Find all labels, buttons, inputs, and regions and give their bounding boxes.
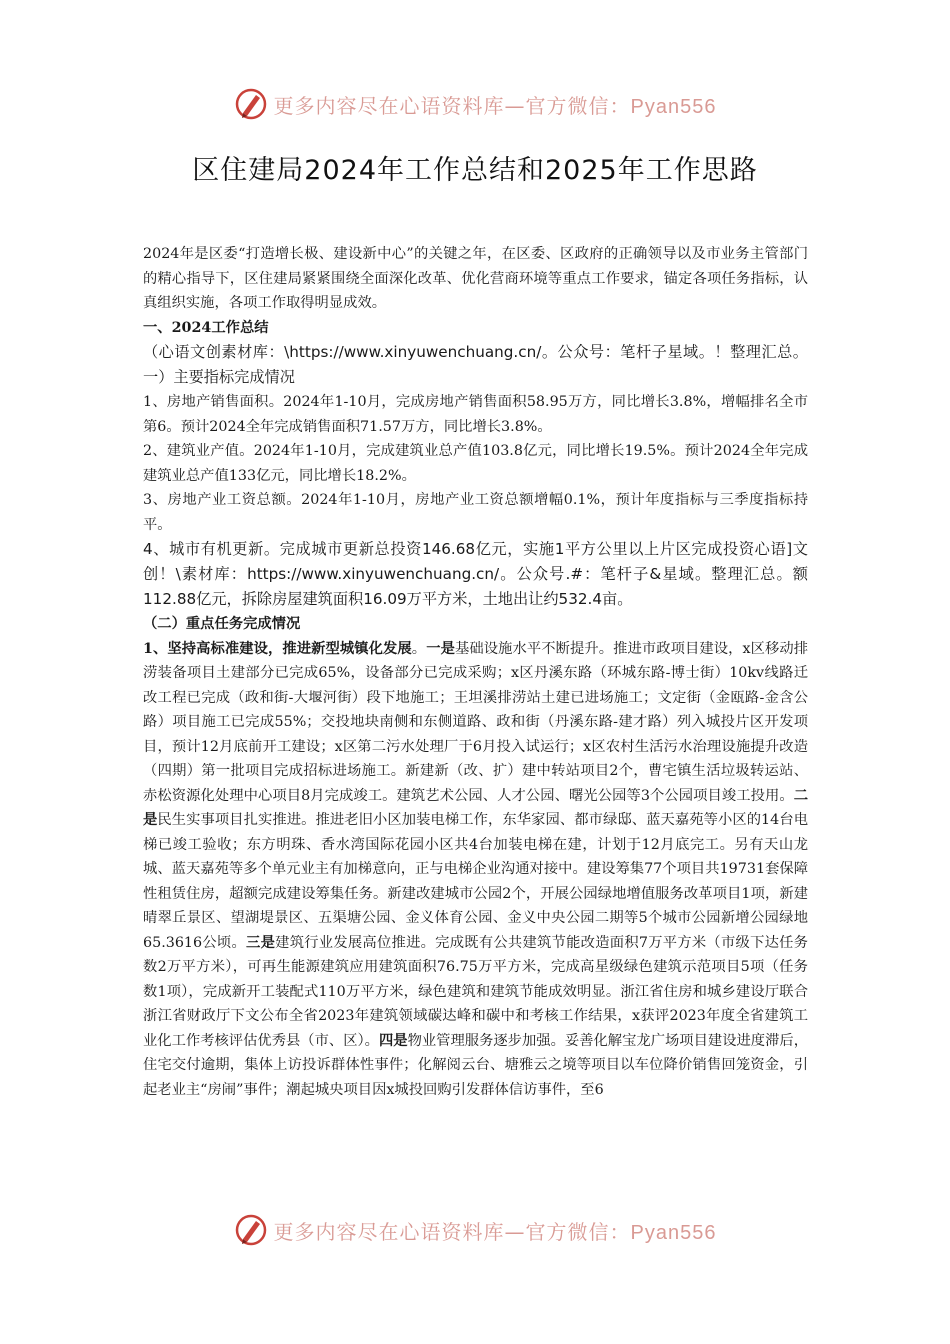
banner-text: 更多内容尽在心语资料库—官方微信：Pyan556 <box>273 93 717 118</box>
document-body <box>143 242 808 1102</box>
point-four-label: 四是 <box>378 1032 408 1049</box>
point-two-label: 二是 <box>143 787 809 828</box>
pen-logo-icon <box>234 1213 268 1247</box>
indicator-item-output: 2、建筑业产值。2024年1-10月，完成建筑业总产值103.8亿元，同比增长19.5%。预计2024全年完成建筑业总产值133亿元，同比增长18.2%。 <box>143 443 808 484</box>
header-banner <box>0 84 950 124</box>
banner-text: 更多内容尽在心语资料库—官方微信：Pyan556 <box>273 1219 717 1244</box>
task-lead: 1、坚持高标准建设，推进新型城镇化发展 <box>143 640 412 657</box>
point-one-label: 一是 <box>426 640 455 657</box>
indicator-item-renewal: 4、城市有机更新。完成城市更新总投资146.68亿元，实施1平方公里以上片区完成投资心语]文创！\素材库：https://www.xinyuwenchuang.cn/。公众号.#：笔杆子&星域。整理汇总。额112.88亿元，拆除房屋建筑面积16.09万平方米，土地出让约532.4亩。 <box>143 540 808 608</box>
footer-banner <box>0 1210 950 1250</box>
page-title: 区住建局2024年工作总结和2025年工作思路 <box>192 155 758 186</box>
point-three-label: 三是 <box>246 934 276 951</box>
point-four-text: 物业管理服务逐步加强。妥善化解宝龙广场项目建设进度滞后，住宅交付逾期，集体上访投诉群体性事件；化解阅云台、塘雅云之境等项目以车位降价销售回笼资金，引起老业主“房闹”事件；潮起城央项目因x城投回购引发群体信访事件，至6 <box>143 1032 808 1098</box>
point-three-text: 建筑行业发展高位推进。完成既有公共建筑节能改造面积7万平方米（市级下达任务数2万平方米），可再生能源建筑应用建筑面积76.75万平方米，完成高星级绿色建筑示范项目5项（任务数1项），完成新开工装配式110万平方米，绿色建筑和建筑节能成效明显。浙江省住房和城乡建设厅联合浙江省财政厅下文公布全省2023年建筑领域碳达峰和碳中和考核工作结果，x获评2023年度全省建筑工业化工作考核评估优秀县（市、区）。 <box>143 934 809 1049</box>
indicator-item-wages: 3、房地产业工资总额。2024年1-10月，房地产业工资总额增幅0.1%，预计年度指标与三季度指标持平。 <box>143 492 808 533</box>
task-paragraph: 1、坚持高标准建设，推进新型城镇化发展。一是基础设施水平不断提升。推进市政项目建设，x区移动排涝装备项目土建部分已完成65%，设备部分已完成采购；x区丹溪东路（环城东路-博士街）10kv线路迁改工程已完成（政和街-大堰河街）段下地施工；王坦溪排涝站土建已进场施工；文定街（金瓯路-金含公路）项目施工已完成55%；交投地块南侧和东侧道路、政和街（丹溪东路-建才路）列入城投片区开发项目，预计12月底前开工建设；x区第二污水处理厂于6月投入试运行；x区农村生活污水治理设施提升改造（四期）第一批项目完成招标进场施工。新建新（改、扩）建中转站项目2个，曹宅镇生活垃圾转运站、赤松资源化处理中心项目8月完成竣工。建筑艺术公园、人才公园、曙光公园等3个公园项目竣工投用。二是民生实事项目扎实推进。推进老旧小区加装电梯工作，东华家园、都市绿邸、蓝天嘉苑等小区的14台电梯已竣工验收；东方明珠、香水湾国际花园小区共4台加装电梯在建，计划于12月底完工。另有天山龙城、蓝天嘉苑等多个单元业主有加梯意向，正与电梯企业沟通对接中。建设筹集77个项目共19731套保障性租赁住房，超额完成建设筹集任务。新建改建城市公园2个，开展公园绿地增值服务改革项目1项，新建晴翠丘景区、望湖堤景区、五渠塘公园、金义体育公园、金义中央公园二期等5个城市公园新增公园绿地65.3616公顷。三是建筑行业发展高位推进。完成既有公共建筑节能改造面积7万平方米（市级下达任务数2万平方米），可再生能源建筑应用建筑面积76.75万平方米，完成高星级绿色建筑示范项目5项（任务数1项），完成新开工装配式110万平方米，绿色建筑和建筑节能成效明显。浙江省住房和城乡建设厅联合浙江省财政厅下文公布全省2023年建筑领域碳达峰和碳中和考核工作结果，x获评2023年度全省建筑工业化工作考核评估优秀县（市、区）。四是物业管理服务逐步加强。妥善化解宝龙广场项目建设进度滞后，住宅交付逾期，集体上访投诉群体性事件；化解阅云台、塘雅云之境等项目以车位降价销售回笼资金，引起老业主“房闹”事件；潮起城央项目因x城投回购引发群体信访事件，至6 <box>143 640 809 1098</box>
point-two-text: 民生实事项目扎实推进。推进老旧小区加装电梯工作，东华家园、都市绿邸、蓝天嘉苑等小区的14台电梯已竣工验收；东方明珠、香水湾国际花园小区共4台加装电梯在建，计划于12月底完工。另有天山龙城、蓝天嘉苑等多个单元业主有加梯意向，正与电梯企业沟通对接中。建设筹集77个项目共19731套保障性租赁住房，超额完成建设筹集任务。新建改建城市公园2个，开展公园绿地增值服务改革项目1项，新建晴翠丘景区、望湖堤景区、五渠塘公园、金义体育公园、金义中央公园二期等5个城市公园新增公园绿地65.3616公顷。 <box>143 812 809 951</box>
watermark-line: （心语文创素材库：\https://www.xinyuwenchuang.cn/。公众号：笔杆子星域。！整理汇总。一）主要指标完成情况 <box>143 343 808 386</box>
point-one-text: 基础设施水平不断提升。推进市政项目建设，x区移动排涝装备项目土建部分已完成65%，设备部分已完成采购；x区丹溪东路（环城东路-博士街）10kv线路迁改工程已完成（政和街-大堰河街）段下地施工；王坦溪排涝站土建已进场施工；文定街（金瓯路-金含公路）项目施工已完成55%；交投地块南侧和东侧道路、政和街（丹溪东路-建才路）列入城投片区开发项目，预计12月底前开工建设；x区第二污水处理厂于6月投入试运行；x区农村生活污水治理设施提升改造（四期）第一批项目完成招标进场施工。新建新（改、扩）建中转站项目2个，曹宅镇生活垃圾转运站、赤松资源化处理中心项目8月完成竣工。建筑艺术公园、人才公园、曙光公园等3个公园项目竣工投用。 <box>143 640 809 804</box>
intro-paragraph: 2024年是区委“打造增长极、建设新中心”的关键之年，在区委、区政府的正确领导以及市业务主管部门的精心指导下，区住建局紧紧围绕全面深化改革、优化营商环境等重点工作要求，锚定各项任务指标，认真组织实施，各项工作取得明显成效。 <box>143 246 808 311</box>
pen-logo-icon <box>234 87 268 121</box>
section-heading-summary: 一、2024工作总结 <box>143 319 269 336</box>
indicator-item-sales: 1、房地产销售面积。2024年1-10月，完成房地产销售面积58.95万方，同比增长3.8%，增幅排名全市第6。预计2024全年完成销售面积71.57万方，同比增长3.8%。 <box>143 394 808 435</box>
section-heading-tasks: （二）重点任务完成情况 <box>143 616 301 632</box>
